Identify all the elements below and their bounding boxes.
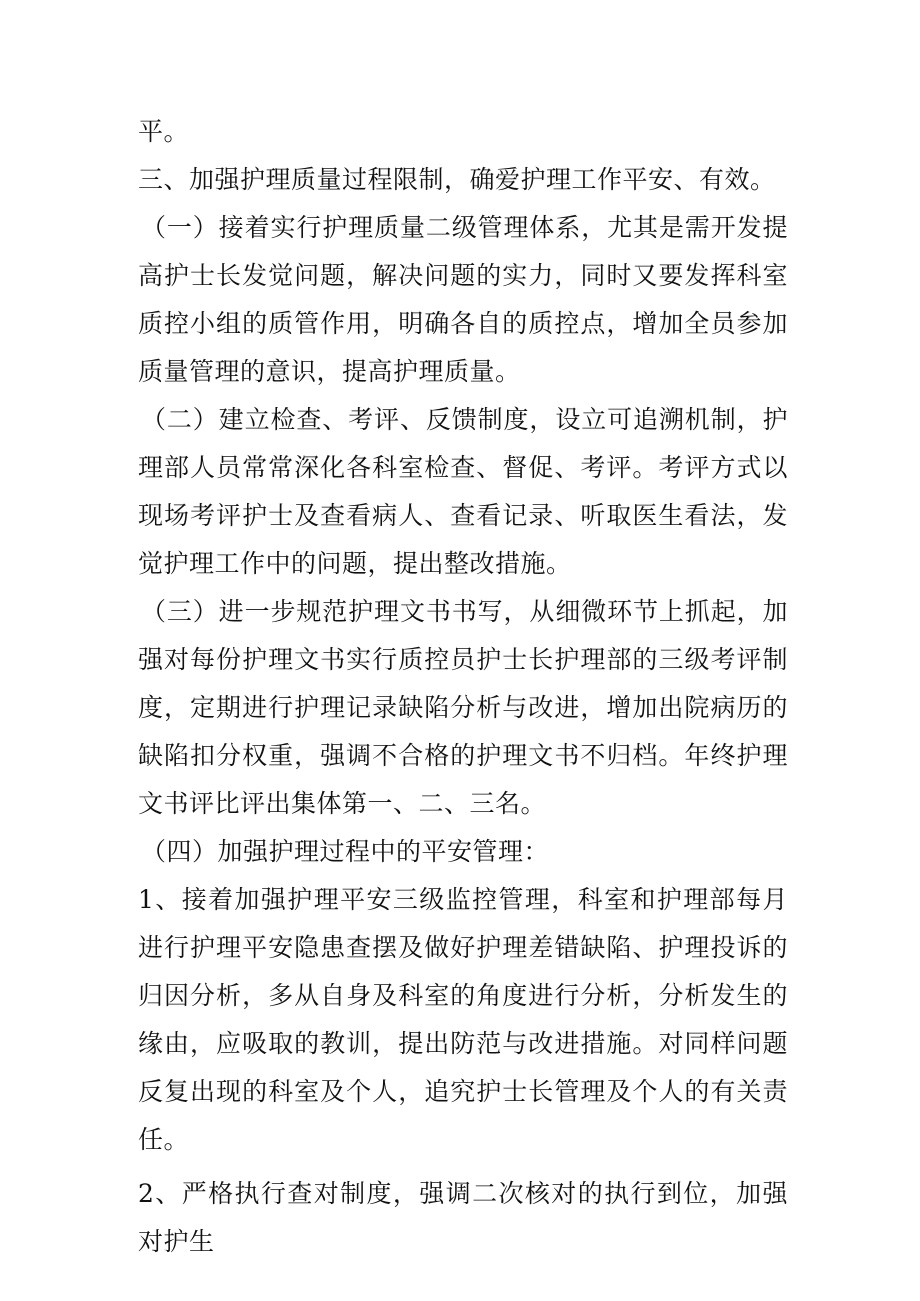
paragraph-item-three: （三）进一步规范护理文书书写，从细微环节上抓起，加强对每份护理文书实行质控员护士长护理部的三级考评制度，定期进行护理记录缺陷分析与改进，增加出院病历的缺陷扣分权重，强调不合格的护理文书不归档。年终护理文书评比评出集体第一、二、三名。: [138, 597, 788, 818]
paragraph-item-four-heading: （四）加强护理过程中的平安管理：: [141, 837, 550, 866]
paragraph-item-one: （一）接着实行护理质量二级管理体系，尤其是需开发提高护士长发觉问题，解决问题的实力，同时又要发挥科室质控小组的质管作用，明确各自的质控点，增加全员参加质量管理的意识，提高护理质量。: [138, 213, 788, 386]
paragraph-item-two: （二）建立检查、考评、反馈制度，设立可追溯机制，护理部人员常常深化各科室检查、督促、考评。考评方式以现场考评护士及查看病人、查看记录、听取医生看法，发觉护理工作中的问题，提出整改措施。: [138, 405, 788, 578]
paragraph-continuation: 平。: [138, 117, 190, 146]
paragraph-point-two: 2、严格执行查对制度，强调二次核对的执行到位，加强对护生: [138, 1179, 788, 1256]
document-body: [138, 108, 788, 1266]
section-heading-three: 三、加强护理质量过程限制，确爱护理工作平安、有效。: [138, 165, 776, 194]
paragraph-point-one: 1、接着加强护理平安三级监控管理，科室和护理部每月进行护理平安隐患查摆及做好护理差错缺陷、护理投诉的归因分析，多从自身及科室的角度进行分析，分析发生的缘由，应吸取的教训，提出防范与改进措施。对同样问题反复出现的科室及个人，追究护士长管理及个人的有关责任。: [138, 885, 788, 1154]
